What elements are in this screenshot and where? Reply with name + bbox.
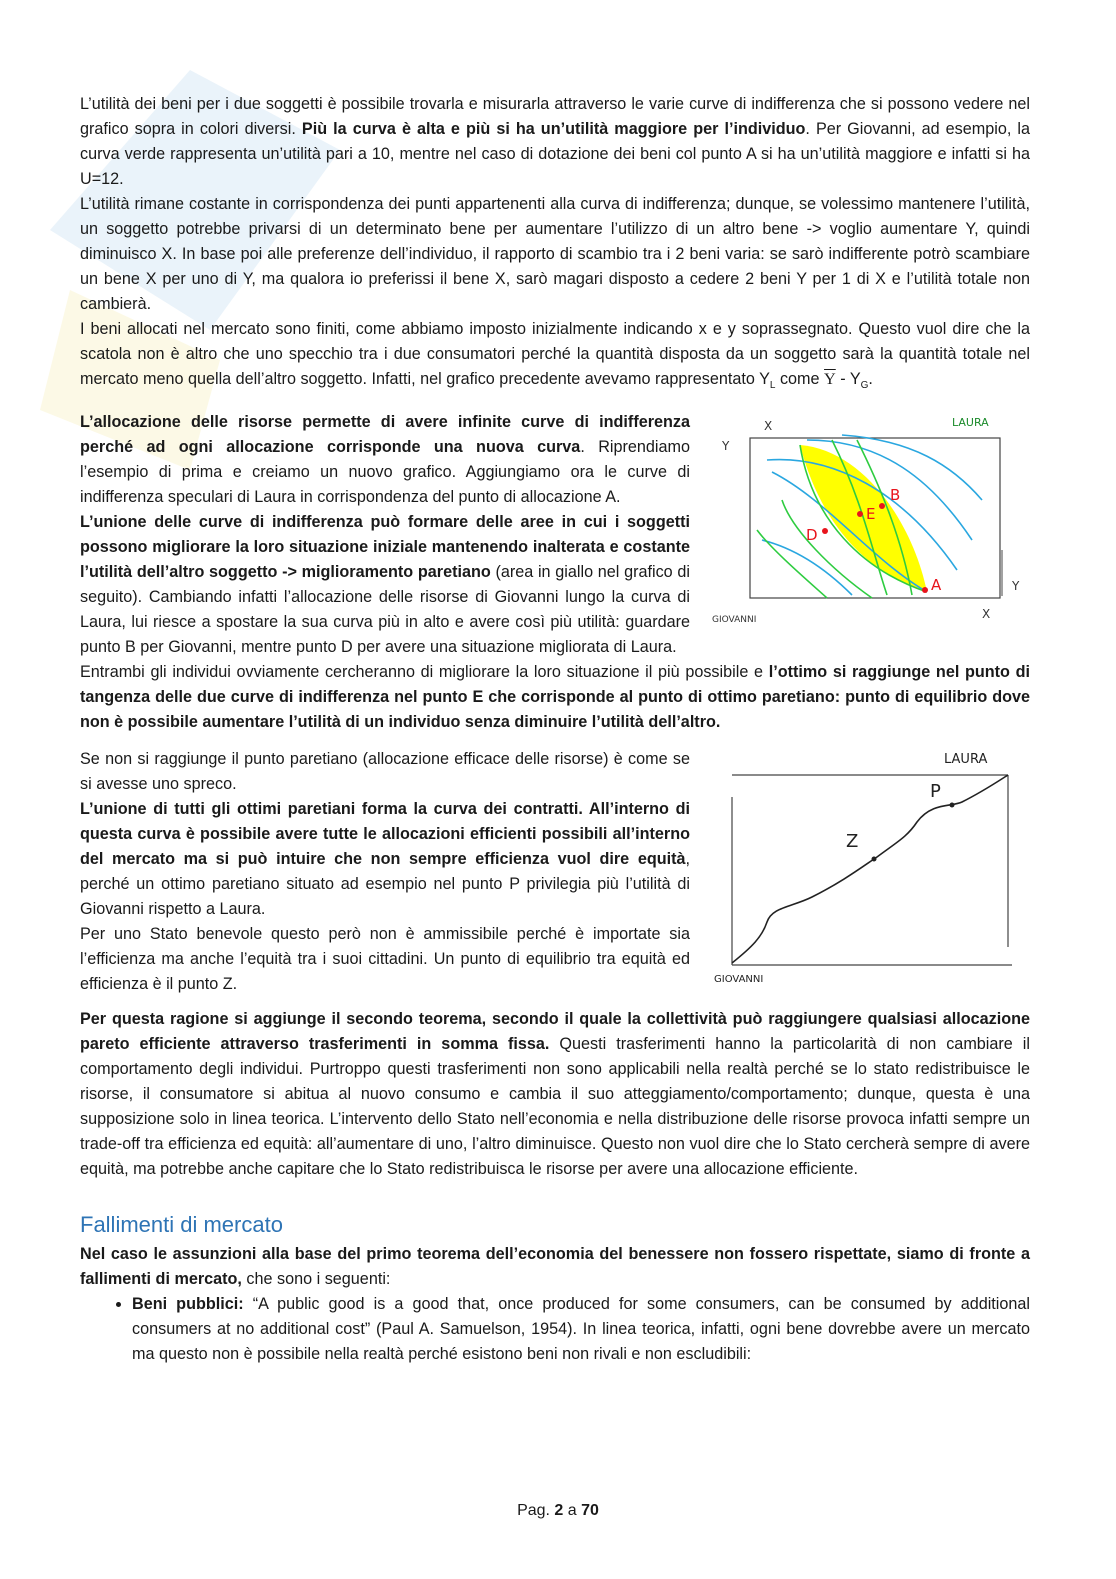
contract-curve-chart [712,747,1030,987]
point-z-marker [872,857,877,862]
paragraph-constant-utility: L’utilità rimane costante in corrispondenza dei punti appartenenti alla curva di indifferenza; dunque, se volessimo mantenere l’utilità, un soggetto potrebbe privarsi di un determinato bene per aumentare l’utilizzo di un altro bene -> voglio aumentare Y, quindi diminuisco X. In base poi alle preferenze dell’individuo, il rapporto di scambio tra i 2 beni varia: se sarò indifferente potrò scambiare un bene X per uno di Y, ma qualora io preferissi il bene X, sarò magari disposto a cedere 2 beni Y per 1 di X e l’utilità totale non cambierà. [80,195,1030,313]
paragraph-utility: L’utilità dei beni per i due soggetti è possibile trovarla e misurarla attraverso le varie curve di indifferenza che si possono vedere nel grafico sopra in colori diversi. Più la curva è alta e più si ha un’utilità maggiore per l’individuo. Per Giovanni, ad esempio, la curva verde rappresenta un’utilità pari a 10, mentre nel caso di dotazione dei beni col punto A si ha un’utilità maggiore e infatti si ha U=12. [80,95,1031,188]
page-footer: Pag. 2 a 70 [517,1502,599,1519]
paragraph-allocation: L’allocazione delle risorse permette di avere infinite curve di indifferenza perché ad ogni allocazione corrisponde una nuova curva. Riprendiamo l’esempio di prima e creiamo un nuovo grafico. Aggiungiamo ora le curve di indifferenza speculari di Laura in corrispondenza del punto di allocazione A. [80,413,690,507]
market-failures-list [80,1292,1030,1367]
section-contract-curve [80,747,1030,997]
axis-x-bottom-label: X [982,607,991,622]
paragraph-contract-curve: L’unione di tutti gli ottimi paretiani forma la curva dei contratti. All’interno di questa curva è possibile avere tutte le allocazioni efficienti possibili all’interno del mercato ma si può intuire che non sempre efficienza vuol dire equità, perché un ottimo paretiano situato ad esempio nel punto P privilegia più l’utilità di Giovanni rispetto a Laura. [80,800,690,919]
giovanni-label-2: GIOVANNI [714,974,764,986]
paragraph-pareto-improvement: L’unione delle curve di indifferenza può formare delle aree in cui i soggetti possono migliorare la loro situazione iniziale mantenendo inalterata e costante l’utilità dell’altro soggetto -> miglioramento paretiano (area in giallo nel grafico di seguito). Cambiando infatti l’allocazione delle risorse di Giovanni lungo la curva di Laura, lui riesce a spostare la sua curva più in alto e avere così più utilità: guardare punto B per Giovanni, mentre punto D per avere una situazione migliorata di Laura. [80,513,690,657]
laura-label: LAURA [952,416,989,430]
laura-curve-5 [762,540,852,595]
axis-x-top-label: X [764,419,773,434]
point-e-marker [857,511,863,517]
paragraph-benevolent-state: Per uno Stato benevole questo però non è ammissibile perché è importate sia l’efficienza ma anche l’equità tra i suoi cittadini. Un punto di equilibrio tra equità ed efficienza è il punto Z. [80,925,690,994]
point-d-label: D [806,526,818,545]
point-d-marker [822,528,828,534]
paragraph-finite-goods: I beni allocati nel mercato sono finiti, come abbiamo imposto inizialmente indicando x e y soprassegnato. Questo vuol dire che la scatola non è altro che uno specchio tra i due consumatori perché la quantità disposta da un soggetto sarà la quantità totale nel mercato meno quella dell’altro soggetto. Infatti, nel grafico precedente avevamo rappresentato $Y_L$ come $\overline{Y} - Y_G$. [80,320,1030,392]
giovanni-label: GIOVANNI [712,615,757,626]
paragraph-pareto-optimum: Entrambi gli individui ovviamente cercheranno di migliorare la loro situazione il più possibile e l’ottimo si raggiunge nel punto di tangenza delle due curve di indifferenza nel punto E che corrisponde al punto di ottimo paretiano: punto di equilibrio dove non è possibile aumentare l’utilità di un individuo senza diminuire l’utilità dell’altro. [80,663,1031,732]
point-a-label: A [931,576,942,595]
point-p-marker [950,803,955,808]
axis-y-right-label: Y [1012,579,1020,594]
contract-curve [732,775,1008,963]
section-heading: Fallimenti di mercato [80,1212,283,1238]
point-e-label: E [866,505,876,524]
point-z-label: Z [846,831,859,853]
section-edgeworth [80,410,1030,660]
point-b-label: B [890,486,901,505]
paragraph-second-theorem: Per questa ragione si aggiunge il secondo teorema, secondo il quale la collettività può raggiungere qualsiasi allocazione pareto efficiente attraverso trasferimenti in somma fissa. Questi trasferimenti hanno la particolarità di non cambiare il comportamento degli individui. Purtroppo questi trasferimenti non sono applicabili nella realtà perché se lo stato redistribuisce le risorse, il consumatore si abitua al nuovo consumo e cambia il suo atteggiamento/comportamento; dunque, questa è una supposizione solo in linea teorica. L’intervento dello Stato nell’economia e nella distribuzione delle risorse provoca infatti sempre un trade-off tra efficienza ed equità: all’aumentare di uno, l’altro diminuisce. Questo non vuol dire che lo Stato cercherà sempre di avere equità, ma potrebbe anche capitare che lo Stato redistribuisca le risorse per avere una allocazione efficiente. [80,1010,1030,1179]
document-page [80,92,1030,1367]
list-item: • Beni pubblici: “A public good is a good that, once produced for some consumers, can be consumed by additional consumers at no additional cost” (Paul A. Samuelson, 1954). In linea teorica, infatti, ogni bene dovrebbe avere un mercato ma questo non è possibile nella realtà perché esistono beni non rivali e non escludibili: [132,1292,1030,1367]
point-a-marker [922,587,928,593]
laura-label-2: LAURA [944,752,988,768]
point-b-marker [879,503,885,509]
edgeworth-box-chart [712,410,1030,628]
axis-y-left-label: Y [722,439,730,454]
point-p-label: P [930,781,941,803]
paragraph-market-failures: Nel caso le assunzioni alla base del primo teorema dell’economia del benessere non fossero rispettate, siamo di fronte a fallimenti di mercato, che sono i seguenti: [80,1245,1030,1289]
paragraph-waste: Se non si raggiunge il punto paretiano (allocazione efficace delle risorse) è come se si avesse uno spreco. [80,750,690,794]
